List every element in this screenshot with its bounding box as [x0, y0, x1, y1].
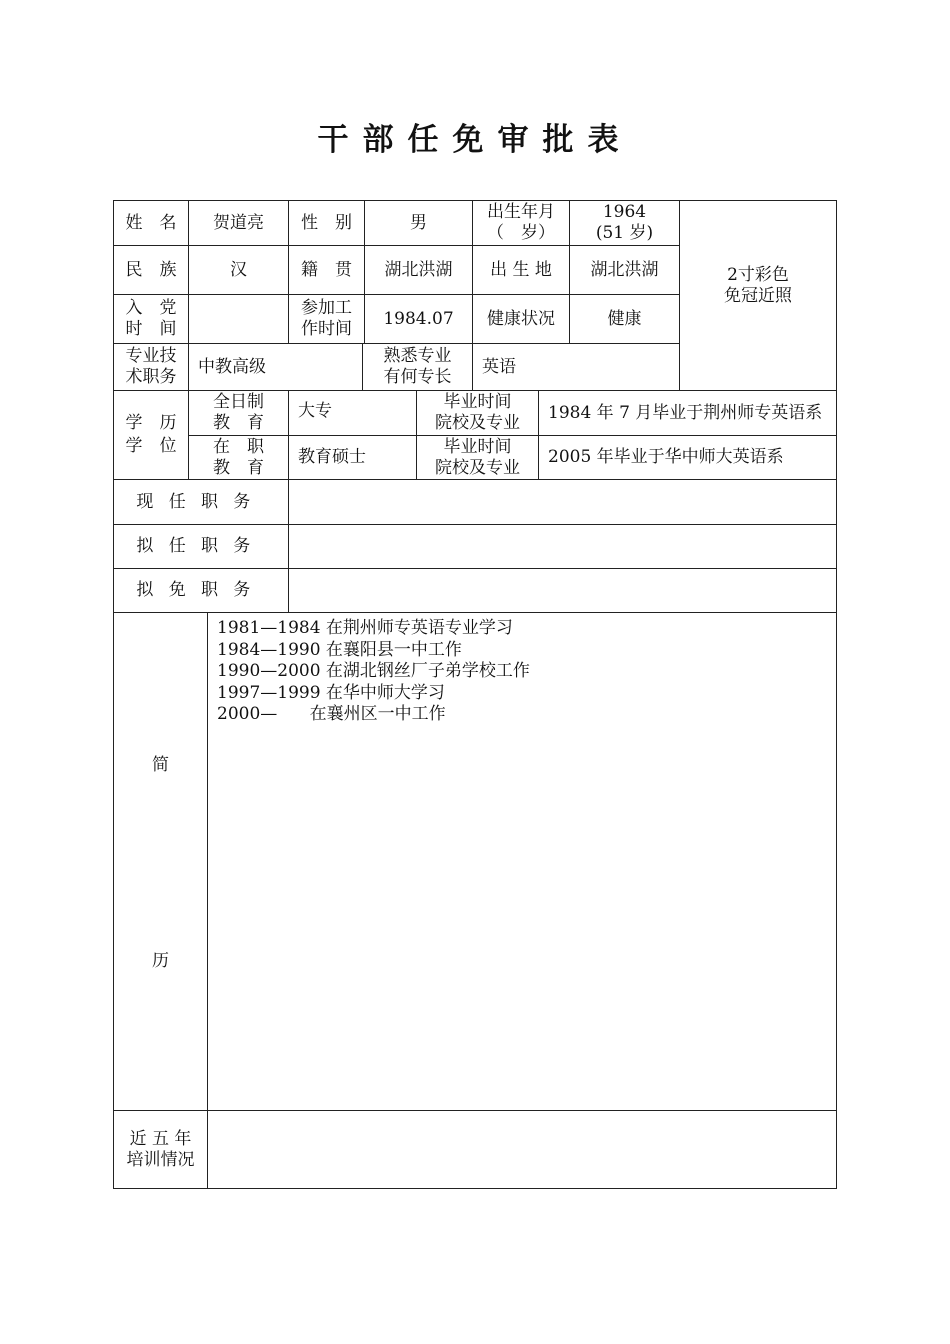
- birth-label: 出生年月 （ 岁）: [472, 200, 570, 246]
- expertise-label: 熟悉专业 有何专长: [362, 343, 473, 391]
- current-position-value: [288, 479, 837, 525]
- expertise-value: 英语: [472, 343, 680, 391]
- party-join-value: [188, 294, 289, 344]
- fulltime-degree-value: 大专: [288, 390, 417, 436]
- page-title: 干部任免审批表: [317, 122, 633, 158]
- ethnic-value: 汉: [188, 245, 289, 295]
- resume-label: 简 历: [113, 612, 208, 1111]
- birthplace-value: 湖北洪湖: [569, 245, 680, 295]
- name-value: 贺道亮: [188, 200, 289, 246]
- removal-position-value: [288, 568, 837, 613]
- training-value: [207, 1110, 837, 1189]
- origin-label: 籍 贯: [288, 245, 365, 295]
- work-start-value: 1984.07: [364, 294, 473, 344]
- education-label: 学 历 学 位: [113, 390, 189, 480]
- tech-title-label: 专业技 术职务: [113, 343, 189, 391]
- fulltime-grad-value: 1984 年 7 月毕业于荆州师专英语系: [538, 390, 837, 436]
- proposed-position-value: [288, 524, 837, 569]
- origin-value: 湖北洪湖: [364, 245, 473, 295]
- proposed-position-label: 拟任职务: [113, 524, 289, 569]
- work-start-label: 参加工 作时间: [288, 294, 365, 344]
- resume-content: 1981—1984 在荆州师专英语专业学习 1984—1990 在襄阳县一中工作 1990—2000 在湖北钢丝厂子弟学校工作 1997—1999 在华中师大学习 2000— 在襄州区一中工作: [207, 612, 837, 1111]
- birthplace-label: 出 生 地: [472, 245, 570, 295]
- fulltime-grad-label: 毕业时间 院校及专业: [416, 390, 539, 436]
- health-label: 健康状况: [472, 294, 570, 344]
- tech-title-value: 中教高级: [188, 343, 363, 391]
- inservice-grad-value: 2005 年毕业于华中师大英语系: [538, 435, 837, 480]
- current-position-label: 现任职务: [113, 479, 289, 525]
- inservice-edu-label: 在 职 教 育: [188, 435, 289, 480]
- training-label: 近 五 年 培训情况: [113, 1110, 208, 1189]
- name-label: 姓 名: [113, 200, 189, 246]
- inservice-degree-value: 教育硕士: [288, 435, 417, 480]
- ethnic-label: 民 族: [113, 245, 189, 295]
- gender-label: 性 别: [288, 200, 365, 246]
- gender-value: 男: [364, 200, 473, 246]
- inservice-grad-label: 毕业时间 院校及专业: [416, 435, 539, 480]
- health-value: 健康: [569, 294, 680, 344]
- party-join-label: 入 党 时 间: [113, 294, 189, 344]
- photo-box: 2寸彩色 免冠近照: [679, 200, 837, 391]
- birth-value: 1964 (51 岁): [569, 200, 680, 246]
- fulltime-edu-label: 全日制 教 育: [188, 390, 289, 436]
- removal-position-label: 拟免职务: [113, 568, 289, 613]
